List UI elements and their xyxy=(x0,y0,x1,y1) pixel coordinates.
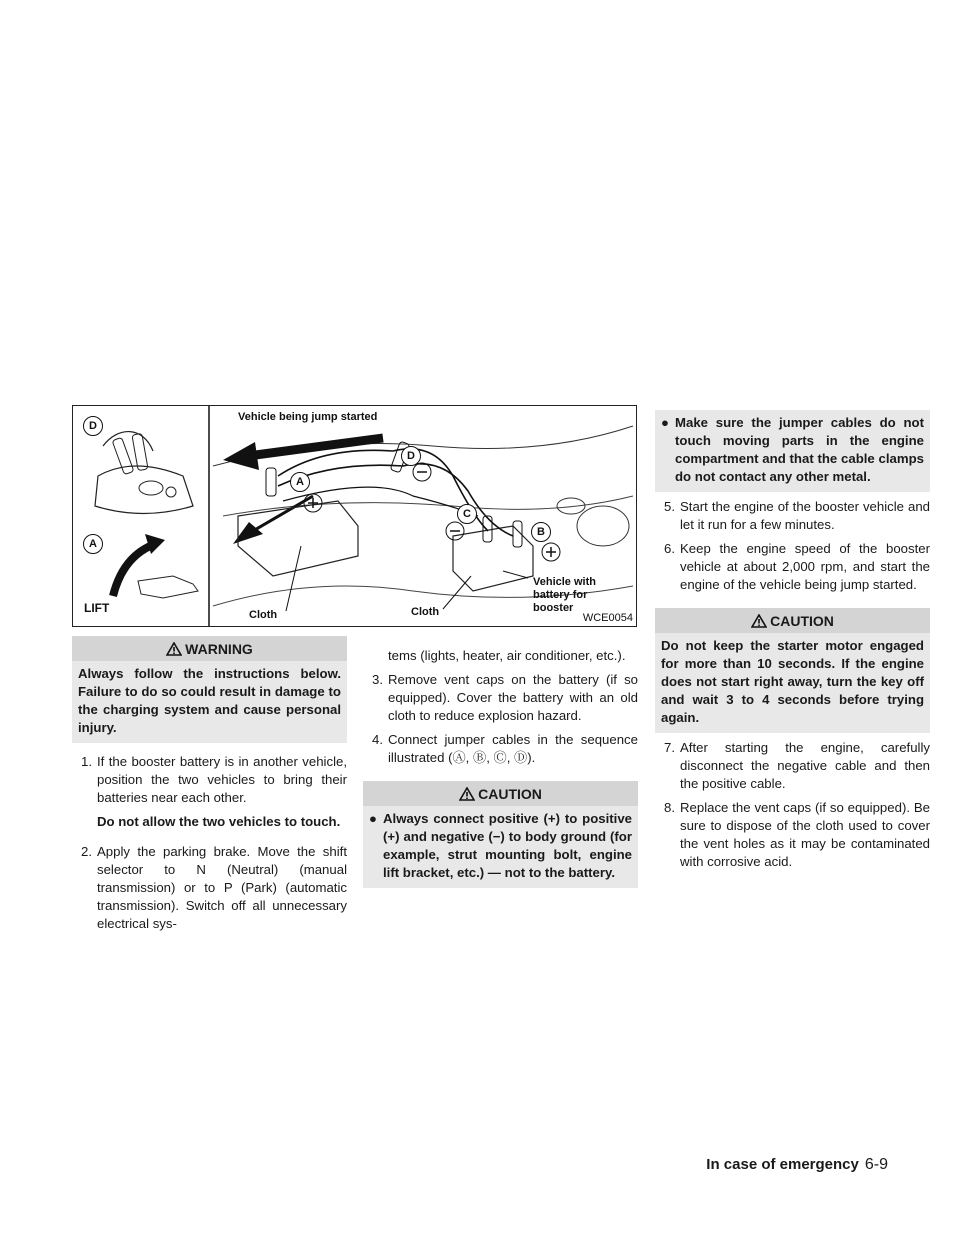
step-5-text: Start the engine of the booster vehicle and let it run for a few minutes. xyxy=(680,499,930,532)
caution-1-bullet-item xyxy=(369,810,632,882)
step-3-text: Remove vent caps on the battery (if so equipped). Cover the battery with an old cloth to reduce explosion hazard. xyxy=(388,672,638,723)
label-lift: LIFT xyxy=(84,601,110,615)
footer-section-title: In case of emergency xyxy=(706,1156,859,1173)
label-d-right: D xyxy=(401,446,421,466)
step-7 xyxy=(655,739,930,793)
step-2 xyxy=(72,843,347,933)
figure-code: WCE0054 xyxy=(582,612,633,624)
caution-2-body: Do not keep the starter motor engaged for more than 10 seconds. If the engine does not start right away, turn the key off and wait 3 to 4 seconds before trying again. xyxy=(655,633,930,733)
label-d-left: D xyxy=(83,416,103,436)
label-cloth-left: Cloth xyxy=(249,609,278,621)
bullet-icon: ● xyxy=(661,415,669,430)
caution-triangle-icon xyxy=(751,614,767,628)
step-1-text: If the booster battery is in another vehicle, position the two vehicles to bring their batteries near each other. xyxy=(97,754,347,805)
step-2-number: 2. xyxy=(81,844,92,859)
step-8 xyxy=(655,799,930,871)
step-5 xyxy=(655,498,930,534)
caution-1-header xyxy=(363,781,638,806)
caution-1-body xyxy=(363,806,638,888)
step-4-number: 4. xyxy=(372,732,383,747)
caution-continued-body xyxy=(655,410,930,492)
step-3 xyxy=(363,671,638,725)
caution-box-1 xyxy=(363,781,638,888)
page-number: 6-9 xyxy=(864,1156,888,1173)
label-vehicle-booster-3: booster xyxy=(533,602,574,614)
step-5-number: 5. xyxy=(664,499,675,514)
label-a-left: A xyxy=(83,534,103,554)
step-4 xyxy=(363,731,638,767)
caution-continued-bullet-item xyxy=(661,414,924,486)
caution-continued-text: Make sure the jumper cables do not touch moving parts in the engine compartment and that the cable clamps do not contact any other metal. xyxy=(675,415,924,484)
step-4-text: Connect jumper cables in the sequence illustrated (Ⓐ, Ⓑ, Ⓒ, Ⓓ). xyxy=(388,732,638,765)
caution-box-continued xyxy=(655,410,930,492)
label-b-right: B xyxy=(531,522,551,542)
warning-box xyxy=(72,636,347,743)
warning-triangle-icon xyxy=(166,642,182,656)
jump-start-illustration xyxy=(72,405,637,627)
caution-triangle-icon xyxy=(459,787,475,801)
caution-2-header xyxy=(655,608,930,633)
caution-1-title: CAUTION xyxy=(478,786,542,802)
step-6 xyxy=(655,540,930,594)
column-3 xyxy=(655,410,930,871)
step-1-note: Do not allow the two vehicles to touch. xyxy=(97,814,341,829)
step-6-text: Keep the engine speed of the booster vehicle at about 2,000 rpm, and start the engine of the vehicle being jump started. xyxy=(680,541,930,592)
step-3-number: 3. xyxy=(372,672,383,687)
caution-box-2 xyxy=(655,608,930,733)
step-6-number: 6. xyxy=(664,541,675,556)
step-8-text: Replace the vent caps (if so equipped). Be sure to dispose of the cloth used to cover the vent holes as it may be contaminated with corrosive acid. xyxy=(680,800,930,869)
step-1-number: 1. xyxy=(81,754,92,769)
step-1 xyxy=(72,753,347,807)
step-2-continued: tems (lights, heater, air conditioner, etc.). xyxy=(388,648,626,663)
step-7-number: 7. xyxy=(664,740,675,755)
warning-title: WARNING xyxy=(185,641,253,657)
label-cloth-right: Cloth xyxy=(411,606,440,618)
column-1 xyxy=(72,636,347,933)
label-vehicle-booster-1: Vehicle with xyxy=(533,576,596,588)
caution-1-text: Always connect positive (+) to positive (+) and negative (−) to body ground (for example, strut mounting bolt, engine lift bracket, etc.) — not to the battery. xyxy=(383,811,632,880)
bullet-icon: ● xyxy=(369,811,377,826)
step-2-text: Apply the parking brake. Move the shift selector to N (Neutral) (manual transmission) or to P (Park) (automatic transmission). Switch off all unnecessary electrical sys- xyxy=(97,844,347,931)
label-vehicle-booster-2: battery for xyxy=(533,589,588,601)
step-8-number: 8. xyxy=(664,800,675,815)
warning-body: Always follow the instructions below. Failure to do so could result in damage to the charging system and cause personal injury. xyxy=(72,661,347,743)
page-footer xyxy=(706,1156,888,1174)
column-2 xyxy=(363,647,638,888)
warning-header xyxy=(72,636,347,661)
label-c-right: C xyxy=(457,504,477,524)
label-a-right: A xyxy=(290,472,310,492)
caution-2-title: CAUTION xyxy=(770,613,834,629)
step-7-text: After starting the engine, carefully disconnect the negative cable and then the positive cable. xyxy=(680,740,930,791)
label-vehicle-jump-started: Vehicle being jump started xyxy=(238,411,378,423)
